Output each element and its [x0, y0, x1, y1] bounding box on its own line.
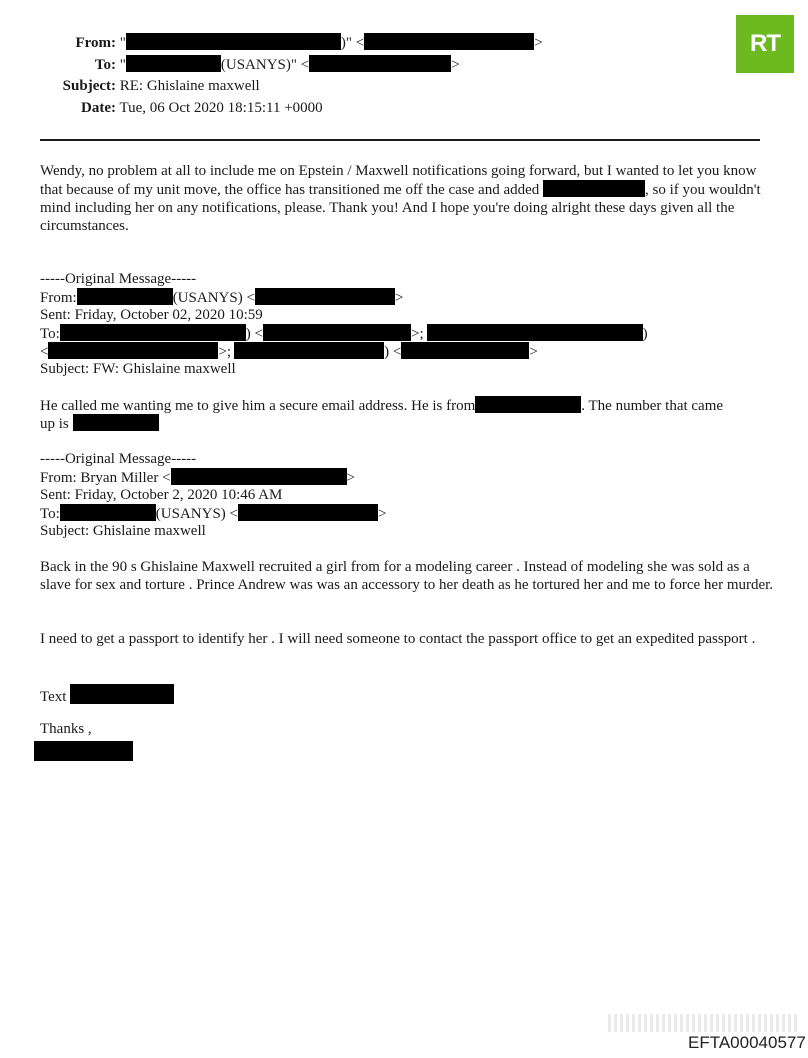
original2-paragraph-2: I need to get a passport to identify her . I will need someone to contact the passport office to get an expedited passport . — [40, 631, 756, 647]
redaction — [48, 342, 218, 359]
original1-text-line2 — [40, 414, 159, 433]
to-sep: ) < — [245, 326, 264, 342]
from-label: From: — [75, 35, 116, 51]
reply-paragraph — [40, 162, 775, 235]
to-prefix: To: — [40, 326, 60, 342]
rt-logo: RT — [736, 15, 794, 73]
to-org: (USANYS) < — [155, 506, 239, 522]
redaction — [126, 33, 341, 50]
from-end: > — [346, 470, 356, 486]
redaction — [543, 180, 645, 197]
redaction — [171, 468, 347, 485]
original1-to — [40, 324, 648, 343]
to-quote: " — [119, 57, 126, 73]
text-part: He called me wanting me to give him a secure email address. He is from — [40, 398, 476, 414]
original2-from — [40, 468, 355, 487]
redaction — [427, 324, 643, 341]
header-divider — [40, 139, 760, 141]
header-to-row — [40, 55, 460, 74]
redaction — [401, 342, 529, 359]
to-sep: >; — [411, 326, 424, 342]
to-sep: ) — [642, 326, 648, 342]
subject-label: Subject: — [62, 78, 116, 94]
to-prefix: To: — [40, 506, 60, 522]
redaction — [73, 414, 159, 431]
redaction — [34, 741, 133, 761]
original2-paragraph-1: Back in the 90 s Ghislaine Maxwell recruited a girl from for a modeling career . Instead of modeling she was sold as a slave for sex and torture . Prince Andrew was was an accessory to her death as he tortured her and me to force her murder. — [40, 559, 774, 593]
redaction — [263, 324, 411, 341]
header-from-row — [40, 33, 543, 52]
from-prefix: From: Bryan Miller < — [40, 470, 171, 486]
to-label: To: — [94, 57, 116, 73]
from-close: )" < — [340, 35, 365, 51]
redaction — [309, 55, 451, 72]
date-label: Date: — [81, 100, 116, 116]
from-end: > — [534, 35, 543, 51]
original2-separator: -----Original Message----- — [40, 451, 197, 467]
to-sep: >; — [218, 344, 232, 360]
scan-artifact — [608, 1014, 798, 1032]
subject-value: RE: Ghislaine maxwell — [119, 78, 260, 94]
redaction — [255, 288, 395, 305]
from-org: (USANYS) < — [172, 290, 255, 306]
redaction — [70, 684, 174, 704]
to-sep: ) < — [384, 344, 402, 360]
from-prefix: From: — [40, 290, 77, 306]
original1-separator: -----Original Message----- — [40, 271, 197, 287]
to-end: > — [378, 506, 387, 522]
original1-from — [40, 288, 403, 307]
original1-subject: Subject: FW: Ghislaine maxwell — [40, 361, 236, 377]
header-subject-row — [40, 77, 260, 95]
redaction — [475, 396, 581, 413]
original1-sent: Sent: Friday, October 02, 2020 10:59 — [40, 307, 263, 323]
header-date-row — [40, 99, 323, 117]
to-end: > — [451, 57, 460, 73]
redaction — [234, 342, 384, 359]
text-part: . The number that came — [581, 398, 724, 414]
reply-text-2: , so if you wouldn't mind including her on any notifications, please. Thank you! And I hope you're doing alright these days given all the circumstances. — [40, 182, 761, 234]
from-quote: " — [119, 35, 126, 51]
to-org: (USANYS)" < — [220, 57, 310, 73]
to-sep: < — [40, 344, 49, 360]
to-sep: > — [529, 344, 538, 360]
from-end: > — [394, 290, 404, 306]
original2-sent: Sent: Friday, October 2, 2020 10:46 AM — [40, 487, 283, 503]
original1-to-cont — [40, 342, 538, 361]
original2-subject: Subject: Ghislaine maxwell — [40, 523, 206, 539]
original1-text-line1 — [40, 396, 723, 415]
original2-to — [40, 504, 386, 523]
text-part: up is — [40, 416, 69, 432]
signature-redaction — [34, 741, 133, 763]
document-id: EFTA00040577 — [688, 1033, 806, 1052]
redaction — [77, 288, 173, 305]
text-label: Text — [40, 689, 67, 705]
original2-text-line — [40, 684, 174, 706]
redaction — [238, 504, 378, 521]
redaction — [126, 55, 221, 72]
original2-thanks: Thanks , — [40, 721, 92, 737]
reply-text-1: Wendy, no problem at all to include me on Epstein / Maxwell notifications going forward, but I wanted to let you know that because of my unit move, the office has transitioned me off the case and added — [40, 163, 757, 198]
date-value: Tue, 06 Oct 2020 18:15:11 +0000 — [119, 100, 323, 116]
redaction — [364, 33, 534, 50]
redaction — [60, 324, 246, 341]
redaction — [60, 504, 156, 521]
